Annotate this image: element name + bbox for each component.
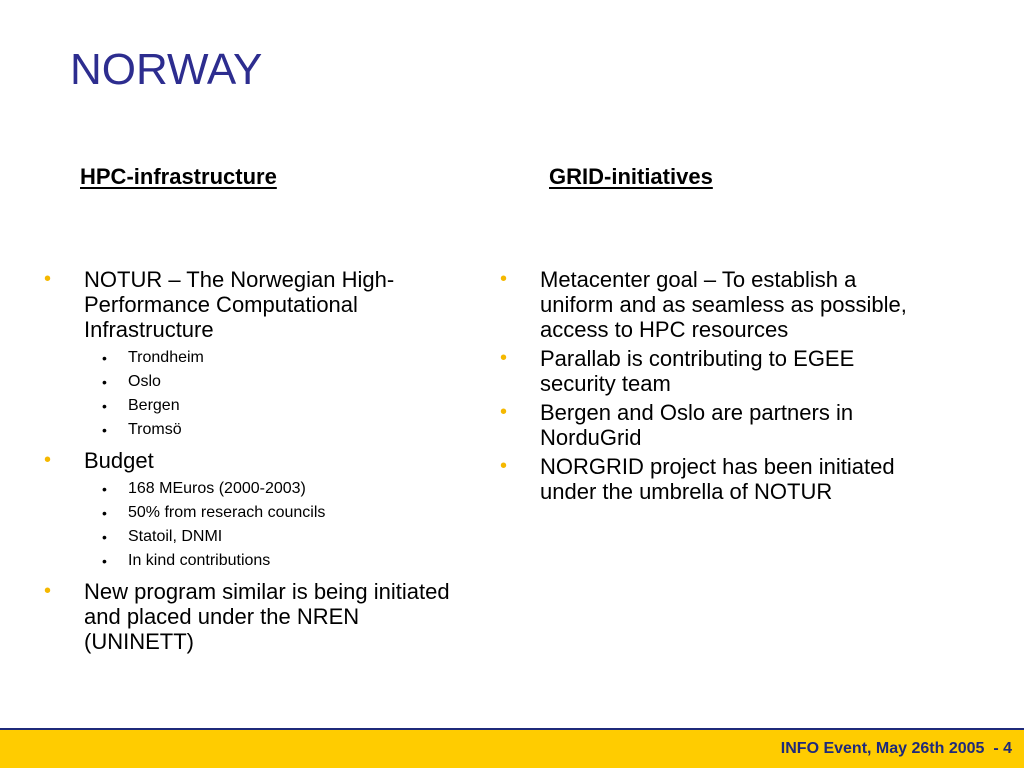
list-item: [44, 448, 464, 573]
sub-bullet-icon: •: [102, 529, 107, 545]
sub-bullet-icon: •: [102, 398, 107, 414]
slide-title: NORWAY: [70, 45, 263, 94]
sub-list-item-text: Bergen: [128, 397, 180, 414]
sub-list-item-text: In kind contributions: [128, 552, 271, 569]
list-item-text: New program similar is being initiated and placed under the NREN (UNINETT): [84, 579, 450, 654]
sub-bullet-icon: •: [102, 553, 107, 569]
sub-list-item: [84, 549, 464, 573]
sub-list: [84, 346, 464, 442]
list-item: [500, 454, 920, 504]
sub-list-item-text: Trondheim: [128, 349, 204, 366]
sub-list: [84, 477, 464, 573]
sub-list-item: [84, 501, 464, 525]
grid-initiatives-list: [500, 267, 920, 508]
footer-text: INFO Event, May 26th 2005 - 4: [780, 740, 1012, 757]
sub-list-item: [84, 370, 464, 394]
list-item-text: Bergen and Oslo are partners in NorduGrid: [540, 400, 854, 450]
list-item: [500, 267, 920, 342]
sub-list-item-text: Statoil, DNMI: [128, 528, 223, 545]
bullet-icon: •: [500, 401, 508, 423]
sub-bullet-icon: •: [102, 374, 107, 390]
list-item-text: NORGRID project has been initiated under the umbrella of NOTUR: [540, 454, 895, 504]
hpc-infrastructure-heading: HPC-infrastructure: [80, 164, 277, 189]
sub-list-item-text: 50% from reserach councils: [128, 504, 326, 521]
sub-list-item-text: Oslo: [128, 373, 161, 390]
hpc-infrastructure-list: [44, 267, 464, 658]
sub-list-item: [84, 394, 464, 418]
sub-list-item: [84, 525, 464, 549]
footer-bar: [0, 728, 1024, 768]
bullet-icon: •: [44, 580, 52, 602]
bullet-icon: •: [500, 455, 508, 477]
list-item-text: NOTUR – The Norwegian High-Performance Computational Infrastructure: [84, 267, 395, 342]
bullet-icon: •: [44, 268, 52, 290]
sub-list-item-text: Tromsö: [128, 421, 182, 438]
sub-bullet-icon: •: [102, 422, 107, 438]
grid-initiatives-heading: GRID-initiatives: [549, 164, 713, 189]
list-item: [44, 267, 464, 442]
sub-bullet-icon: •: [102, 481, 107, 497]
sub-bullet-icon: •: [102, 505, 107, 521]
sub-list-item-text: 168 MEuros (2000-2003): [128, 480, 306, 497]
sub-list-item: [84, 346, 464, 370]
sub-bullet-icon: •: [102, 350, 107, 366]
list-item-text: Parallab is contributing to EGEE security team: [540, 346, 855, 396]
bullet-icon: •: [500, 347, 508, 369]
bullet-icon: •: [500, 268, 508, 290]
sub-list-item: [84, 418, 464, 442]
list-item-text: Metacenter goal – To establish a uniform and as seamless as possible, access to HPC resources: [540, 267, 907, 342]
list-item: [500, 346, 920, 396]
list-item: [500, 400, 920, 450]
list-item: [44, 579, 464, 654]
list-item-text: Budget: [84, 448, 154, 473]
bullet-icon: •: [44, 449, 52, 471]
sub-list-item: [84, 477, 464, 501]
